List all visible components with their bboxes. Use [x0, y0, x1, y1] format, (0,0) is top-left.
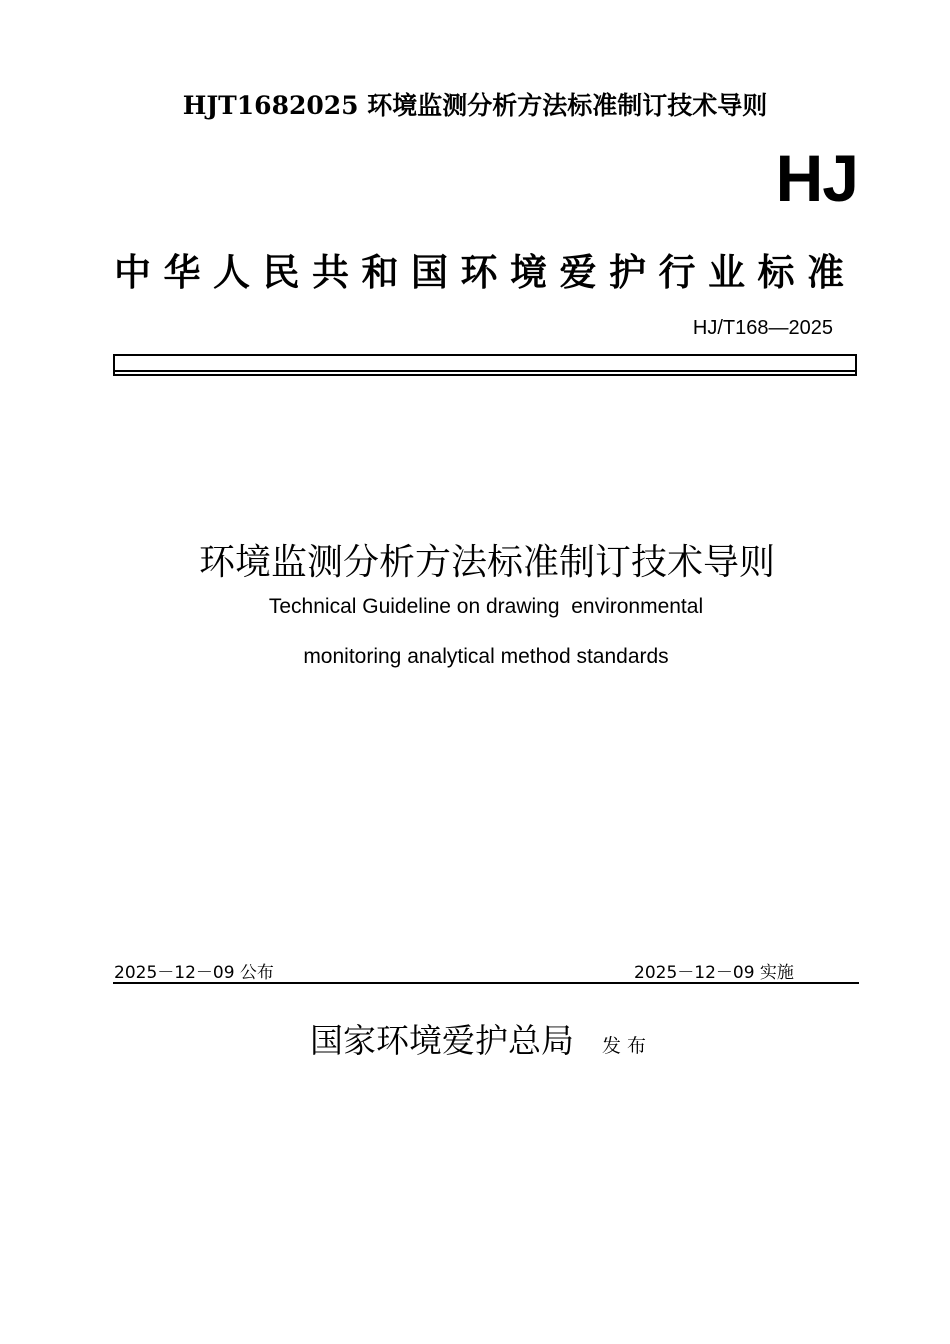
- document-header-title: HJT1682025 环境监测分析方法标准制订技术导则: [182, 91, 768, 120]
- standard-number: HJ/T168—2025: [692, 317, 833, 339]
- issuer-name: 国家环境爱护总局: [310, 1021, 574, 1060]
- title-english-line-1: Technical Guideline on drawing environmental: [268, 595, 704, 618]
- implement-date: 2025－12－09 实施: [634, 963, 794, 983]
- date-divider-rule: [113, 982, 859, 984]
- standard-category-heading: 中华人民共和国环境爱护行业标准: [114, 251, 857, 294]
- title-chinese: 环境监测分析方法标准制订技术导则: [198, 542, 775, 583]
- issuer-action: 发布: [602, 1035, 653, 1057]
- hj-standard-mark: HJ: [775, 141, 858, 215]
- double-rule-divider: [113, 354, 857, 376]
- title-english-line-2: monitoring analytical method standards: [303, 645, 669, 668]
- publish-date: 2025－12－09 公布: [114, 963, 274, 983]
- issuer-line: [310, 1015, 652, 1062]
